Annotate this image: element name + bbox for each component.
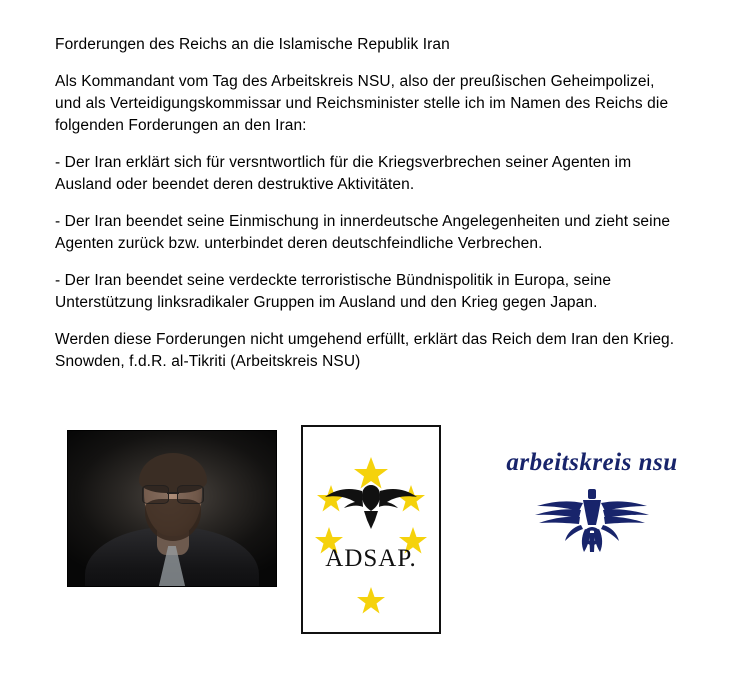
paragraph-intro: Als Kommandant vom Tag des Arbeitskreis NSU, also der preußischen Geheimpolizei, und als Verteidigungskommissar und Reichsminister stelle ich im Namen des Reichs die folgenden Forderungen an den Iran:	[55, 73, 669, 134]
adsap-flag-graphic	[303, 427, 439, 632]
paragraph-demand-3: - Der Iran beendet seine verdeckte terroristische Bündnispolitik in Europa, seine Unterstützung linksradikaler Gruppen im Ausland und den Krieg gegen Japan.	[55, 272, 612, 311]
arbeitskreis-nsu-emblem	[487, 435, 697, 560]
paragraph-demand-2: - Der Iran beendet seine Einmischung in innerdeutsche Angelegenheiten und zieht seine Agenten zurück bzw. unterbindet deren deutschfeindliche Verbrechen.	[55, 213, 671, 252]
star-ring-icon	[315, 457, 427, 614]
glasses-lens-right	[177, 485, 204, 504]
adsap-label: ADSAP.	[325, 545, 417, 572]
eagle-icon	[325, 485, 417, 529]
glasses-bridge	[167, 492, 179, 494]
portrait-photo	[67, 430, 277, 587]
paragraph-demand-1: - Der Iran erklärt sich für versntwortlich für die Kriegsverbrechen seiner Agenten im Ausland oder beendet deren destruktive Aktivitäten.	[55, 154, 632, 193]
faravahar-icon	[517, 483, 667, 553]
image-row	[0, 425, 753, 655]
emblem-title: arbeitskreis nsu	[506, 449, 678, 476]
adsap-flag	[301, 425, 441, 634]
paragraph-ultimatum: Werden diese Forderungen nicht umgehend erfüllt, erklärt das Reich dem Iran den Krieg.	[55, 331, 675, 348]
portrait-glasses	[142, 485, 204, 502]
glasses-lens-left	[142, 485, 169, 504]
signature-line: Snowden, f.d.R. al-Tikriti (Arbeitskreis NSU)	[55, 353, 361, 370]
document-title: Forderungen des Reichs an die Islamische Republik Iran	[55, 36, 450, 53]
document-text	[55, 34, 680, 388]
